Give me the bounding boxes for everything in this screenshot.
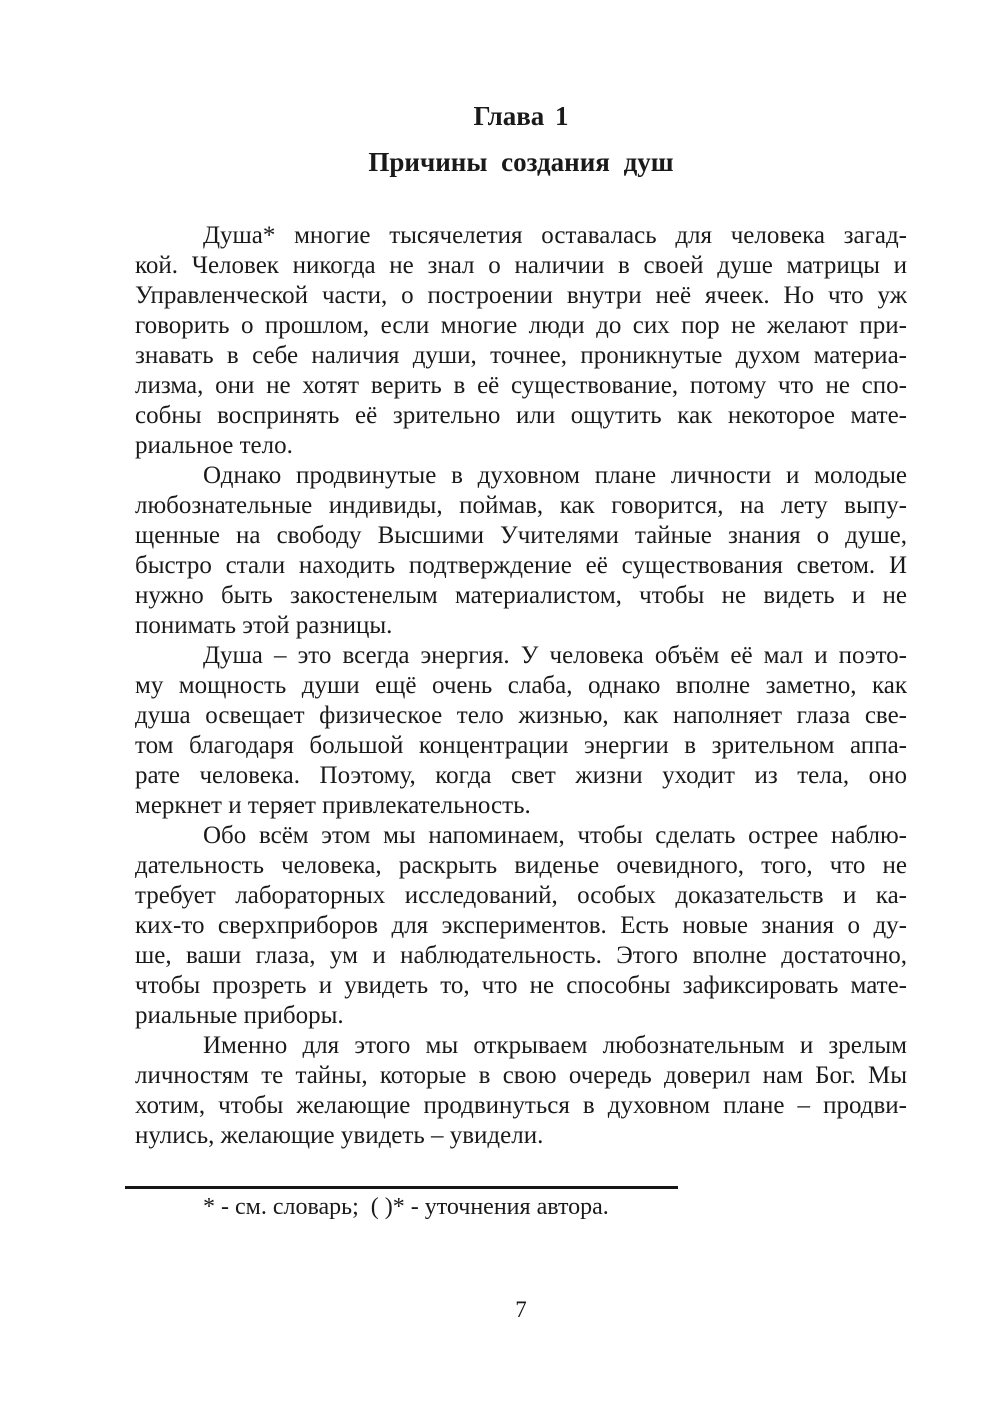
text-line: ше, ваши глаза, ум и наблюдательность. Этого вполне достаточно,: [135, 942, 907, 969]
page-number: 7: [515, 1297, 527, 1322]
text-line: любознательные индивиды, поймав, как говорится, на лету выпу-: [135, 492, 907, 519]
text-line: требует лабораторных исследований, особых доказательств и ка-: [135, 882, 907, 909]
text-line: риальные приборы.: [135, 1002, 344, 1029]
text-line: риальное тело.: [135, 432, 293, 459]
text-line: говорить о прошлом, если многие люди до сих пор не желают при-: [135, 312, 907, 339]
text-line: рате человека. Поэтому, когда свет жизни уходит из тела, оно: [135, 762, 907, 789]
text-line: хотим, чтобы желающие продвинуться в духовном плане – продви-: [135, 1092, 907, 1119]
text-line: душа освещает физическое тело жизнью, как наполняет глаза све-: [135, 702, 907, 729]
text-line: му мощность души ещё очень слаба, однако вполне заметно, как: [135, 672, 907, 699]
paragraph: [135, 821, 907, 1031]
text-line: том благодаря большой концентрации энергии в зрительном аппа-: [135, 732, 907, 759]
text-line: лизма, они не хотят верить в её существование, потому что не спо-: [135, 372, 907, 399]
text-line: Обо всём этом мы напоминаем, чтобы сделать острее наблю-: [203, 822, 907, 849]
text-line: Именно для этого мы открываем любознательным и зрелым: [203, 1032, 907, 1059]
page-title: Причины создания душ: [368, 147, 674, 177]
paragraph: [135, 641, 907, 821]
text-line: меркнет и теряет привлекательность.: [135, 792, 531, 819]
text-line: личностям те тайны, которые в свою очередь доверил нам Бог. Мы: [135, 1062, 907, 1089]
text-line: нужно быть закостенелым материалистом, чтобы не видеть и не: [135, 582, 907, 609]
text-line: кой. Человек никогда не знал о наличии в своей душе матрицы и: [135, 252, 907, 279]
paragraph: [135, 1031, 907, 1151]
text-body: [135, 221, 907, 1151]
paragraph: [135, 221, 907, 461]
footnote-text: * - см. словарь; ( )* - уточнения автора.: [203, 1194, 609, 1220]
footnote-rule: [125, 1186, 678, 1189]
page-content: [135, 0, 907, 1151]
text-line: знавать в себе наличия души, точнее, проникнутые духом материа-: [135, 342, 907, 369]
text-line: ких-то сверхприборов для экспериментов. Есть новые знания о ду-: [135, 912, 907, 939]
text-line: понимать этой разницы.: [135, 612, 393, 639]
text-line: собны воспринять её зрительно или ощутить как некоторое мате-: [135, 402, 907, 429]
text-line: Управленческой части, о построении внутри неё ячеек. Но что уж: [135, 282, 907, 309]
text-line: Душа – это всегда энергия. У человека объём её мал и поэто-: [203, 642, 907, 669]
chapter-heading: Глава 1: [473, 101, 569, 131]
text-line: Однако продвинутые в духовном плане личности и молодые: [203, 462, 907, 489]
paragraph: [135, 461, 907, 641]
text-line: щенные на свободу Высшими Учителями тайные знания о душе,: [135, 522, 907, 549]
text-line: нулись, желающие увидеть – увидели.: [135, 1122, 544, 1149]
text-line: дательность человека, раскрыть виденье очевидного, того, что не: [135, 852, 907, 879]
text-line: быстро стали находить подтверждение её существования светом. И: [135, 552, 907, 579]
text-line: чтобы прозреть и увидеть то, что не способны зафиксировать мате-: [135, 972, 907, 999]
text-line: Душа* многие тысячелетия оставалась для человека загад-: [203, 222, 907, 249]
